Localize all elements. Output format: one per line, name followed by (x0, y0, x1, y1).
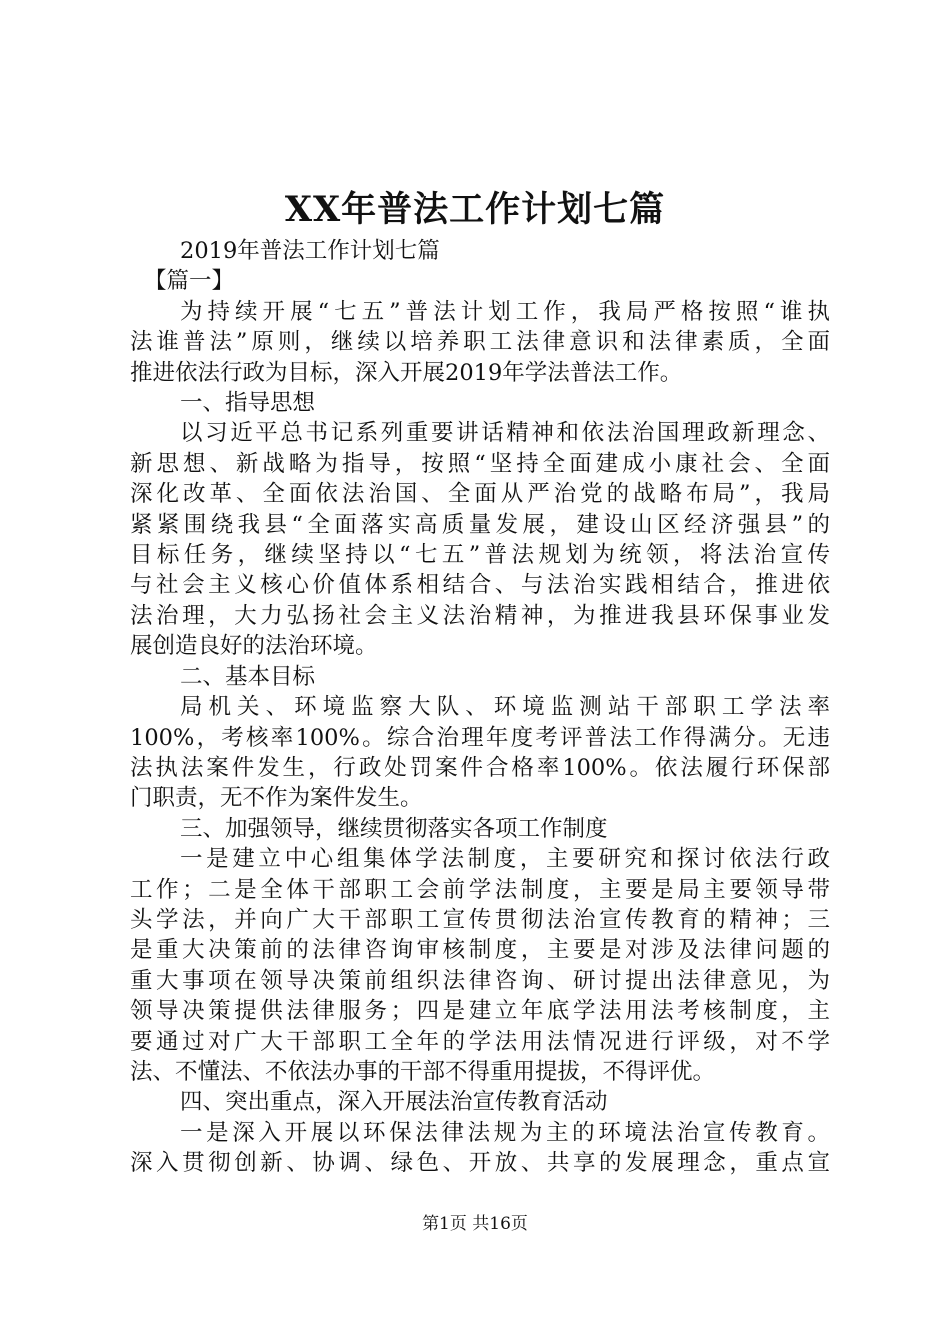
paragraph-line: 推进依法行政为目标，深入开展2019年学法普法工作。 (130, 359, 683, 386)
paragraph-line: 法治理，大力弘扬社会主义法治精神，为推进我县环保事业发 (130, 602, 830, 629)
paragraph-line: 一是深入开展以环保法律法规为主的环境法治宣传教育。 (180, 1119, 830, 1146)
page-number-footer: 第1页 共16页 (422, 1214, 528, 1234)
document-body (130, 236, 830, 1179)
paragraph-line: 是重大决策前的法律咨询审核制度，主要是对涉及法律问题的 (130, 937, 830, 964)
paragraph-line: 重大事项在领导决策前组织法律咨询、研讨提出法律意见，为 (130, 967, 830, 994)
paragraph-line: 展创造良好的法治环境。 (130, 633, 378, 660)
section-heading: 一、指导思想 (180, 390, 316, 417)
paragraph-line: 局机关、环境监察大队、环境监测站干部职工学法率 (180, 694, 830, 721)
paragraph-line: 工作；二是全体干部职工会前学法制度，主要是局主要领导带 (130, 876, 830, 903)
paragraph-line: 以习近平总书记系列重要讲话精神和依法治国理政新理念、 (180, 420, 830, 447)
paragraph-line: 新思想、新战略为指导，按照“坚持全面建成小康社会、全面 (130, 450, 830, 477)
paragraph-line: 法、不懂法、不依法办事的干部不得重用提拔，不得评优。 (130, 1058, 716, 1085)
document-title: XX年普法工作计划七篇 (284, 189, 666, 230)
paragraph-line: 法执法案件发生，行政处罚案件合格率100%。依法履行环保部 (130, 754, 830, 781)
paragraph-line: 100%，考核率100%。综合治理年度考评普法工作得满分。无违 (130, 724, 830, 751)
section-label: 【篇一】 (144, 268, 235, 295)
section-heading: 四、突出重点，深入开展法治宣传教育活动 (180, 1089, 608, 1116)
paragraph-line: 头学法，并向广大干部职工宣传贯彻法治宣传教育的精神；三 (130, 906, 830, 933)
paragraph-line: 紧紧围绕我县“全面落实高质量发展，建设山区经济强县”的 (130, 511, 830, 538)
paragraph-line: 目标任务，继续坚持以“七五”普法规划为统领，将法治宣传 (130, 542, 830, 569)
paragraph-line: 法谁普法”原则，继续以培养职工法律意识和法律素质，全面 (130, 329, 830, 356)
paragraph-line: 为持续开展“七五”普法计划工作，我局严格按照“谁执 (180, 298, 830, 325)
paragraph-line: 深化改革、全面依法治国、全面从严治党的战略布局”，我局 (130, 481, 830, 508)
paragraph-line: 一是建立中心组集体学法制度，主要研究和探讨依法行政 (180, 846, 830, 873)
paragraph-line: 深入贯彻创新、协调、绿色、开放、共享的发展理念，重点宣 (130, 1150, 830, 1177)
subtitle-line: 2019年普法工作计划七篇 (180, 238, 440, 264)
paragraph-line: 门职责，无不作为案件发生。 (130, 785, 423, 812)
paragraph-line: 与社会主义核心价值体系相结合、与法治实践相结合，推进依 (130, 572, 830, 599)
section-heading: 三、加强领导，继续贯彻落实各项工作制度 (180, 815, 608, 842)
section-heading: 二、基本目标 (180, 663, 316, 690)
paragraph-line: 要通过对广大干部职工全年的学法用法情况进行评级，对不学 (130, 1028, 830, 1055)
paragraph-line: 领导决策提供法律服务；四是建立年底学法用法考核制度，主 (130, 998, 830, 1025)
